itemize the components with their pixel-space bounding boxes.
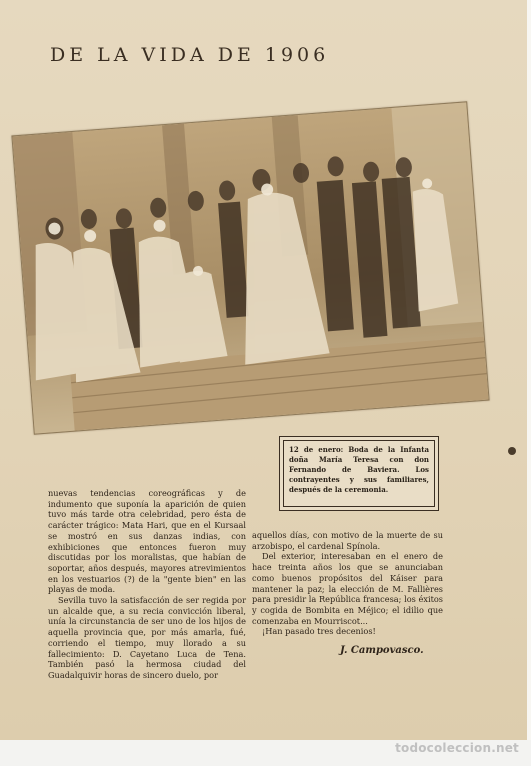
binding-hole-mark (508, 447, 516, 455)
paragraph: Sevilla tuvo la satisfacción de ser regida por un alcalde que, a su recia convicción liberal, unía la circunstancia de ser uno de los hijos de aquella provincia que, por más amarla, fué, corriendo el tiempo, muy llorado a su fallecimiento: D. Cayetano Luca de Tena. También pasó la hermosa ciudad del Guadalquivir horas de sincero duelo, por (48, 595, 246, 680)
paragraph: ¡Han pasado tres decenios! (262, 626, 376, 637)
text-column-right (252, 530, 443, 637)
author-signature: J. Campovasco. (340, 645, 424, 656)
photo-caption: 12 de enero: Boda de la Infanta doña María Teresa con don Fernando de Baviera. Los contrayentes y sus familiares, después de la ceremonia. (283, 440, 435, 507)
photo-caption-box (279, 436, 439, 511)
page-heading: DE LA VIDA DE 1906 (50, 44, 330, 66)
site-watermark: todocoleccion.net (395, 741, 519, 755)
text-column-left (48, 488, 246, 681)
paragraph: Del exterior, interesaban en el enero de hace treinta años los que se anunciaban como buenos propósitos del Káiser para mantener la paz; la elección de M. Fallières para presidir la República francesa; los éxitos y cogida de Bombita en Méjico; el idilio que comenzaba en Mourriscot... (252, 551, 443, 626)
paragraph: nuevas tendencias coreográficas y de indumento que suponía la aparición de quien tuvo más tarde otra celebridad, pero ésta de carácter trágico: Mata Hari, que en el Kursaal se mostró en sus danzas indias, con exhibiciones que entonces fueron muy discutidas por los moralistas, que habían de soportar, años después, mayores atrevimientos en los vestuarios (?) de la "gente bien" en las playas de moda. (48, 488, 246, 595)
paragraph: aquellos días, con motivo de la muerte de su arzobispo, el cardenal Spínola. (252, 530, 443, 551)
photo-illustration (12, 102, 488, 433)
wedding-group-photo (11, 101, 489, 434)
